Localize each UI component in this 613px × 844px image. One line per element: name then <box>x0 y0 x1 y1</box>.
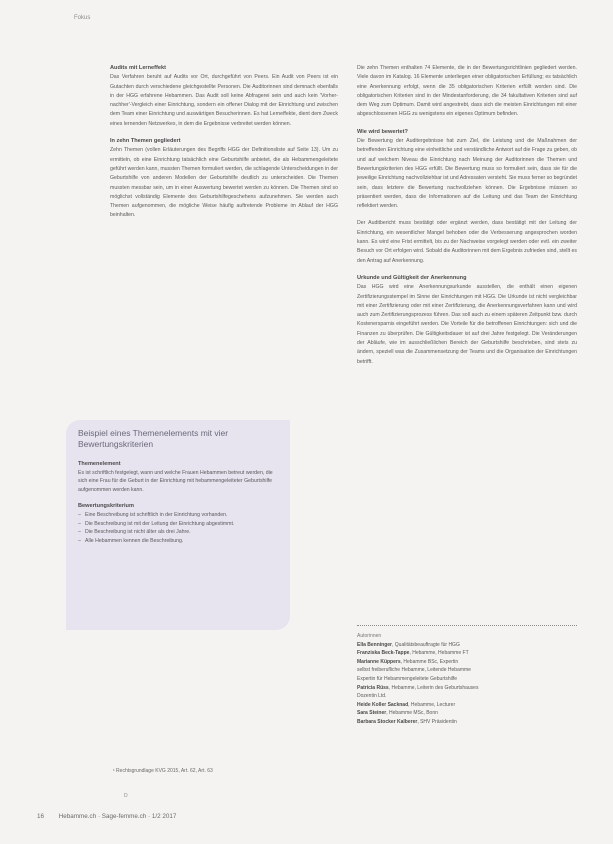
criteria-list <box>78 511 280 545</box>
author-entry: Marianne Küppers, Hebamme BSc, Expertin <box>357 658 459 665</box>
author-entry: Ella Benninger, Qualitätsbeauftragte für HGG <box>357 641 460 648</box>
paragraph: Der Auditbericht muss bestätigt oder ergänzt werden, dass bestätigt mit der Leitung der Einrichtung, ein wesentlicher Mangel behoben oder die Verbesserung angesprochen worden kann. Es wird eine Frist ermittelt, bis zu der Nachweise vorgelegt werden oder evtl. ein zweiter Besuch vor Ort erfolgen wird. Sobald die Auditorinnen mit dem Ergebnis zufrieden sind, stellt es den Antrag auf Anerkennung. <box>357 220 577 264</box>
author-entry: Patricia Rüss, Hebamme, Leiterin des Geburtshauses <box>357 684 479 691</box>
journal-name: Hebamme.ch · Sage-femme.ch · 1/2 2017 <box>58 813 177 820</box>
criteria-heading: Bewertungskriterium <box>78 503 134 510</box>
author-entry: Expertin für Hebammengeleitete Geburtshilfe <box>357 675 458 682</box>
paragraph: Zehn Themen (vollen Erläuterungen des Begriffs HGG der Definitionsliste auf Seite 13). Um zu ermitteln, ob eine Einrichtung tatsächlich eine Geburtshilfe anbietet, die als Hebammengeleitete geführt werden kann, mussten Themen formuliert werden, die schlagende Unterscheidungen in der Geburtshilfe von anderen Modellen der Geburtshilfe deutlich zu unterscheiden. Die Themen mussten messbar sein, um in einer Auswertung bewertet werden zu können. Die Themen sind so möglichst vollständig Elemente des Geburtshilfegeschehens aufzunehmen. Sie werden auch Themen aufgenommen, die mögliche Weise häufig auftretende Probleme im Ablauf der HGG beinhalten. <box>110 147 338 219</box>
section-tag: Fokus <box>74 15 91 21</box>
author-entry: Barbara Stocker Kalberer, SHV Präsidentin <box>357 718 457 725</box>
paragraph: Das Verfahren beruht auf Audits vor Ort, durchgeführt von Peers. Ein Audit von Peers ist ein Gutachten durch verschiedene gleichgestellte Personen. Die Auditorinnen sind demnach ebenfalls in der HGG erfahrene Hebammen. Das Audit soll keine Abfragerei sein und auch kein 'Vorher-nachher'-Vergleich einer Einrichtung, sondern ein offener Dialog mit der Einrichtung und zwischen dem Team einer Einrichtung und auswärtigen Besucherinnen. Es hat Lerneffekte, dient dem Zweck eines lernenden Netzwerkes, in dem die Ergebnisse verbreitet werden können. <box>110 74 338 127</box>
box-title: Beispiel eines Themenelements mit vier Bewertungskriterien <box>78 428 229 449</box>
example-box <box>66 420 290 630</box>
criteria-item: – Alle Hebammen kennen die Beschreibung. <box>78 537 184 544</box>
section-heading: Wie wird bewertet? <box>357 128 408 135</box>
criteria-item: – Eine Beschreibung ist schriftlich in der Einrichtung vorhanden. <box>78 511 228 518</box>
left-column <box>110 64 338 229</box>
author-entry: Franziska Beck-Tappe, Hebamme, Hebamme FT <box>357 650 469 657</box>
paragraph: Die Bewertung der Auditergebnisse hat zum Ziel, die Leistung und die Maßnahmen der betreffenden Einrichtung eine einheitliche und verständliche Antwort auf die Frage zu geben, ob und auf welchem Niveau die Einrichtung nach Meinung der Auditorinnen die Themen und Bewertungskriterien des HGG erfüllt. Die Bewertung muss so formuliert sein, dass sie für die jeweilige Einrichtung nachvollziehbar ist und Adressaten versteht. Sie muss ferner so begründet sein, dass letztere die Bewertung nachvollziehen können. Die Ergebnisse müssen so präsentiert werden, dass die Informationen auf die Leitung und das Team der Einrichtung reflektiert werden. <box>357 138 577 210</box>
section-heading: Audits mit Lerneffekt <box>110 65 166 71</box>
author-entry: Sara Steiner, Hebamme MSc, Bonn <box>357 710 438 717</box>
footnote-mark: D <box>124 793 128 799</box>
paragraph: Das HGG wird eine Anerkennungsurkunde ausstellen, die enthält einen eigenen Zertifizierungsstempel im Sinne der Einrichtungen mit HGG. Die Urkunde ist nicht vergleichbar mit einer Zertifizierung oder mit einer Zertifizierung, die Anerkennungsverfahren kann und wird auch zum Zertifizierungsprozess führen. Das soll auch zu einem späteren Zeitpunkt bzw. durch Kostenersparnis eingeführt werden. Die Vorteile für die betroffenen Einrichtungen: sich und die Finanzen zu überprüfen. Die Gültigkeitsdauer ist auf drei Jahre festgelegt. Die Veränderungen der Abläufe, wie im ausschließlichen Bereich der Geburtshilfe beschrieben, sind stets zu ändern, speziell was die Zusammensetzung der Teams und die Organisation der Einrichtungen betrifft. <box>357 284 577 365</box>
footnote: ¹ Rechtsgrundlage KVG 2015, Art. 62, Art. 63 <box>113 768 213 774</box>
authors-label: Autorinnen <box>357 633 382 639</box>
author-entry: Heide Koller Sacknad, Hebamme, Lecturer <box>357 701 456 708</box>
authors-block <box>357 632 577 727</box>
right-column <box>357 64 577 375</box>
element-heading: Themenelement <box>78 461 121 467</box>
page-footer <box>37 813 176 820</box>
element-text: Es ist schriftlich festgelegt, wann und welche Frauen Hebammen betreut werden, die sich eine Frau für die Geburt in der Einrichtung mit hebammengeleiteter Geburtshilfe aufgenommen werden kann. <box>78 469 273 493</box>
author-entry: selbst freiberufliche Hebamme, Leitende Hebamme <box>357 667 471 674</box>
authors-divider <box>357 625 577 626</box>
criteria-item: – Die Beschreibung ist nicht älter als drei Jahre. <box>78 529 191 536</box>
author-entry: Dozentin Ltd. <box>357 693 387 700</box>
page-number: 16 <box>37 813 45 820</box>
section-heading: Urkunde und Gültigkeit der Anerkennung <box>357 274 467 281</box>
section-heading: In zehn Themen gegliedert <box>110 138 181 145</box>
criteria-item: – Die Beschreibung ist mit der Leitung der Einrichtung abgestimmt. <box>78 520 235 527</box>
paragraph: Die zehn Themen enthalten 74 Elemente, die in der Bewertungsrichtlinien gegliedert werden. Viele davon im Katalog. 16 Elemente unterliegen einer obligatorischen Erfüllung; es tatsächlich eine Anerkennung erfolgt, wenn die 35 obligatorischen Kriterien erfüllt worden sind. Die obligatorischen Kriterien sind in der Mindestanforderung, die 34 fakultativen Kriterien sind auf dem Weg zum Optimum. Damit wird angestrebt, dass sich die meisten Einrichtungen mit einer abgeschlossenen HGG zu wenigstens ein eigenes Optimum befinden. <box>357 65 577 118</box>
